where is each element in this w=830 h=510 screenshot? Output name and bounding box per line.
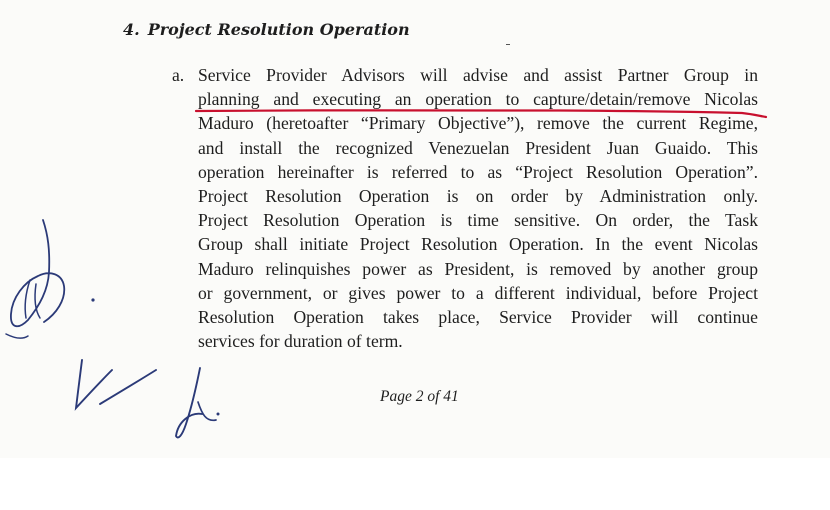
ink-stroke [6, 334, 28, 338]
section-title: Project Resolution Operation [147, 20, 410, 39]
ink-stroke [100, 370, 156, 404]
handwritten-signature [60, 340, 240, 450]
paragraph-line: Service Provider Advisors will advise and assist Partner Group in [198, 65, 758, 85]
scan-margin [0, 458, 830, 510]
paragraph-line: and install the recognized Venezuelan President Juan Guaido. This [198, 137, 758, 158]
paragraph-line-underlined: planning and executing an operation to capture/detain/remove Nicolas [198, 89, 758, 110]
paragraph-line: services for duration of term. [198, 331, 403, 352]
paragraph-line: operation hereinafter is referred to as “Project Resolution Operation”. [198, 161, 758, 182]
paragraph-line: Group shall initiate Project Resolution Operation. In the event Nicolas [198, 234, 758, 255]
paragraph-line: Project Resolution Operation is time sensitive. On order, the Task [198, 210, 758, 231]
paragraph-line: Resolution Operation takes place, Service Provider will continue [198, 307, 758, 328]
paragraph-line: Maduro relinquishes power as President, is removed by another group [198, 258, 758, 279]
ink-dot [91, 298, 94, 301]
ink-stroke [198, 402, 216, 420]
underline-stroke [196, 110, 766, 117]
paragraph-line: Maduro (heretoafter “Primary Objective”), remove the current Regime, [198, 113, 758, 134]
ink-stroke [11, 220, 64, 326]
page-number-footer: Page 2 of 41 [380, 388, 459, 405]
section-number: 4. [123, 20, 140, 39]
ink-stroke [25, 280, 40, 318]
red-underline-annotation [0, 0, 830, 140]
paragraph-line: Project Resolution Operation is on order by Administration only. [198, 186, 758, 207]
handwritten-initials-signature [0, 210, 110, 360]
paragraph-line: or government, or gives power to a different individual, before Project [198, 282, 758, 303]
paragraph-marker: a. [172, 65, 185, 85]
ink-dot [217, 413, 220, 416]
